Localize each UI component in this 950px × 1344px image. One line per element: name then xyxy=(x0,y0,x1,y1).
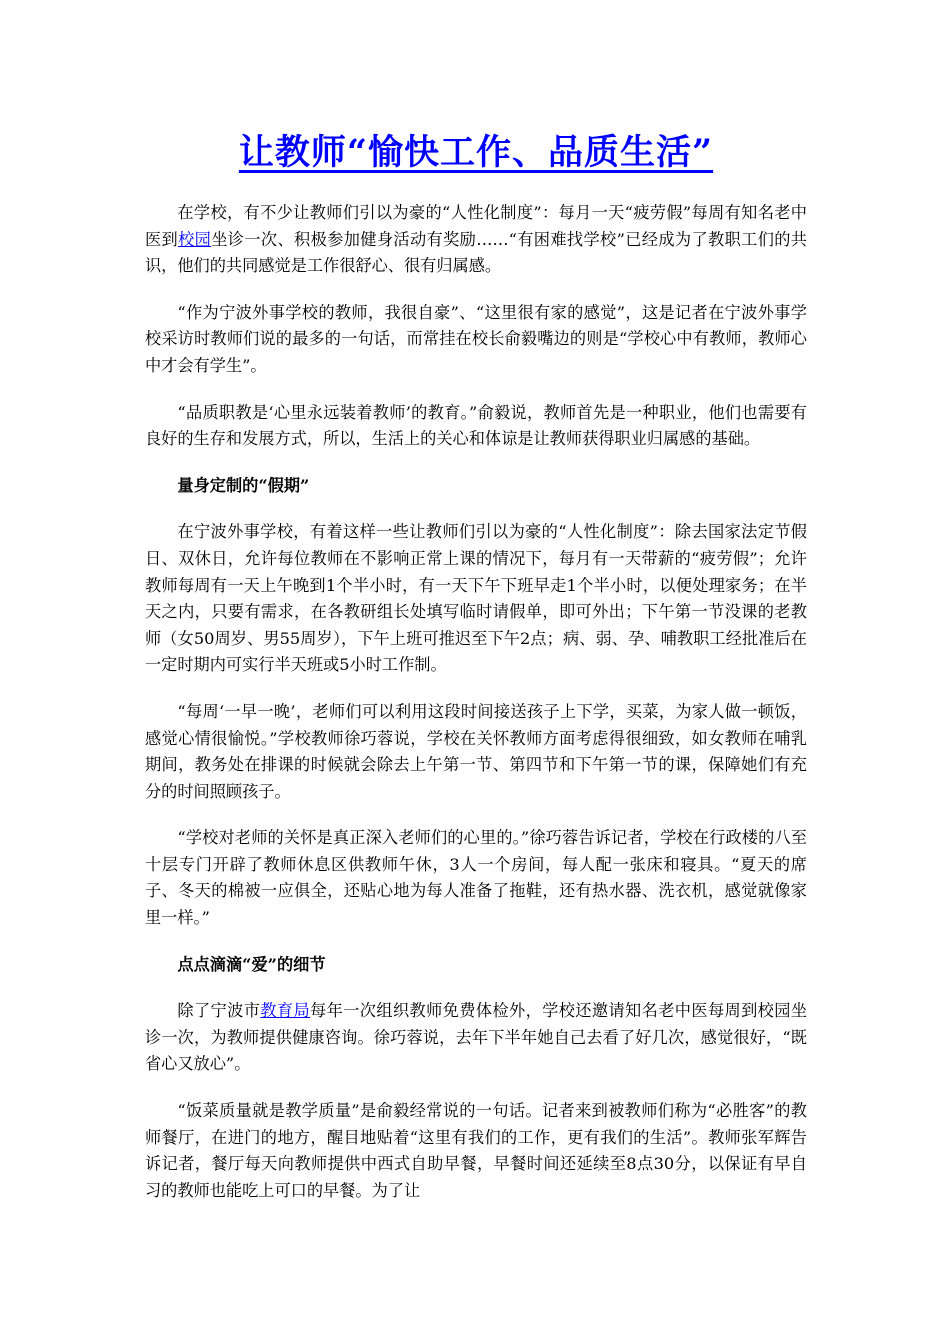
text-run: “学校对老师的关怀是真正深入老师们的心里的。”徐巧蓉告诉记者，学校在行政楼的八至十层专门开辟了教师休息区供教师午休，3人一个房间，每人配一张床和寝具。“夏天的席子、冬天的棉被一应俱全，还贴心地为每人准备了拖鞋，还有热水器、洗衣机，感觉就像家里一样。” xyxy=(145,828,807,928)
text-run: 除了宁波市 xyxy=(177,1001,261,1021)
text-run: “作为宁波外事学校的教师，我很自豪”、“这里很有家的感觉”，这是记者在宁波外事学校采访时教师们说的最多的一句话，而常挂在校长俞毅嘴边的则是“学校心中有教师，教师心中才会有学生”。 xyxy=(145,302,807,375)
body-paragraph xyxy=(145,1098,807,1204)
text-run: 坐诊一次、积极参加健身活动有奖励……“有困难找学校”已经成为了教职工们的共识，他们的共同感觉是工作很舒心、很有归属感。 xyxy=(145,229,807,276)
text-run: 量身定制的“假期” xyxy=(177,475,310,495)
text-run: “饭菜质量就是教学质量”是俞毅经常说的一句话。记者来到被教师们称为“必胜客”的教师餐厅，在进门的地方，醒目地贴着“这里有我们的工作，更有我们的生活”。教师张军辉告诉记者，餐厅每天向教师提供中西式自助早餐，早餐时间还延续至8点30分，以保证有早自习的教师也能吃上可口的早餐。为了让 xyxy=(145,1101,807,1200)
body-paragraph xyxy=(145,699,807,805)
body-paragraph xyxy=(145,200,807,280)
inline-link[interactable]: 教育局 xyxy=(260,1001,311,1021)
section-heading xyxy=(145,952,807,979)
body-paragraph xyxy=(145,519,807,679)
document-body xyxy=(145,200,807,1204)
text-run: 在学校，有不少让教师们引以为豪的“人性化制度”：每月一天“疲劳假”每周有知名老中医到 xyxy=(145,203,807,249)
body-paragraph xyxy=(145,300,807,380)
body-paragraph xyxy=(145,400,807,453)
text-run: 点点滴滴“爱”的细节 xyxy=(177,954,326,974)
text-run: 每年一次组织教师免费体检外，学校还邀请知名老中医每周到校园坐诊一次，为教师提供健康咨询。徐巧蓉说，去年下半年她自己去看了好几次，感觉很好，“既省心又放心”。 xyxy=(145,1001,808,1074)
text-run: 在宁波外事学校，有着这样一些让教师们引以为豪的“人性化制度”：除去国家法定节假日、双休日，允许每位教师在不影响正常上课的情况下，每月有一天带薪的“疲劳假”；允许教师每周有一天上午晚到1个半小时，有一天下午下班早走1个半小时，以便处理家务；在半天之内，只要有需求，在各教研组长处填写临时请假单，即可外出；下午第一节没课的老教师（女50周岁、男55周岁），下午上班可推迟至下午2点；病、弱、孕、哺教职工经批准后在一定时期内可实行半天班或5小时工作制。 xyxy=(145,522,807,675)
document-page xyxy=(145,122,807,1224)
text-run: “品质职教是‘心里永远装着教师’的教育。”俞毅说，教师首先是一种职业，他们也需要有良好的生存和发展方式，所以，生活上的关心和体谅是让教师获得职业归属感的基础。 xyxy=(145,402,807,449)
section-heading xyxy=(145,473,807,500)
body-paragraph xyxy=(145,998,807,1078)
text-run: “每周‘一早一晚’，老师们可以利用这段时间接送孩子上下学，买菜，为家人做一顿饭，感觉心情很愉悦。”学校教师徐巧蓉说，学校在关怀教师方面考虑得很细致，如女教师在哺乳期间，教务处在排课的时候就会除去上午第一节、第四节和下午第一节的课，保障她们有充分的时间照顾孩子。 xyxy=(145,701,807,801)
inline-link[interactable]: 校园 xyxy=(178,229,212,249)
document-title: 让教师“愉快工作、品质生活” xyxy=(238,132,714,173)
body-paragraph xyxy=(145,825,807,931)
